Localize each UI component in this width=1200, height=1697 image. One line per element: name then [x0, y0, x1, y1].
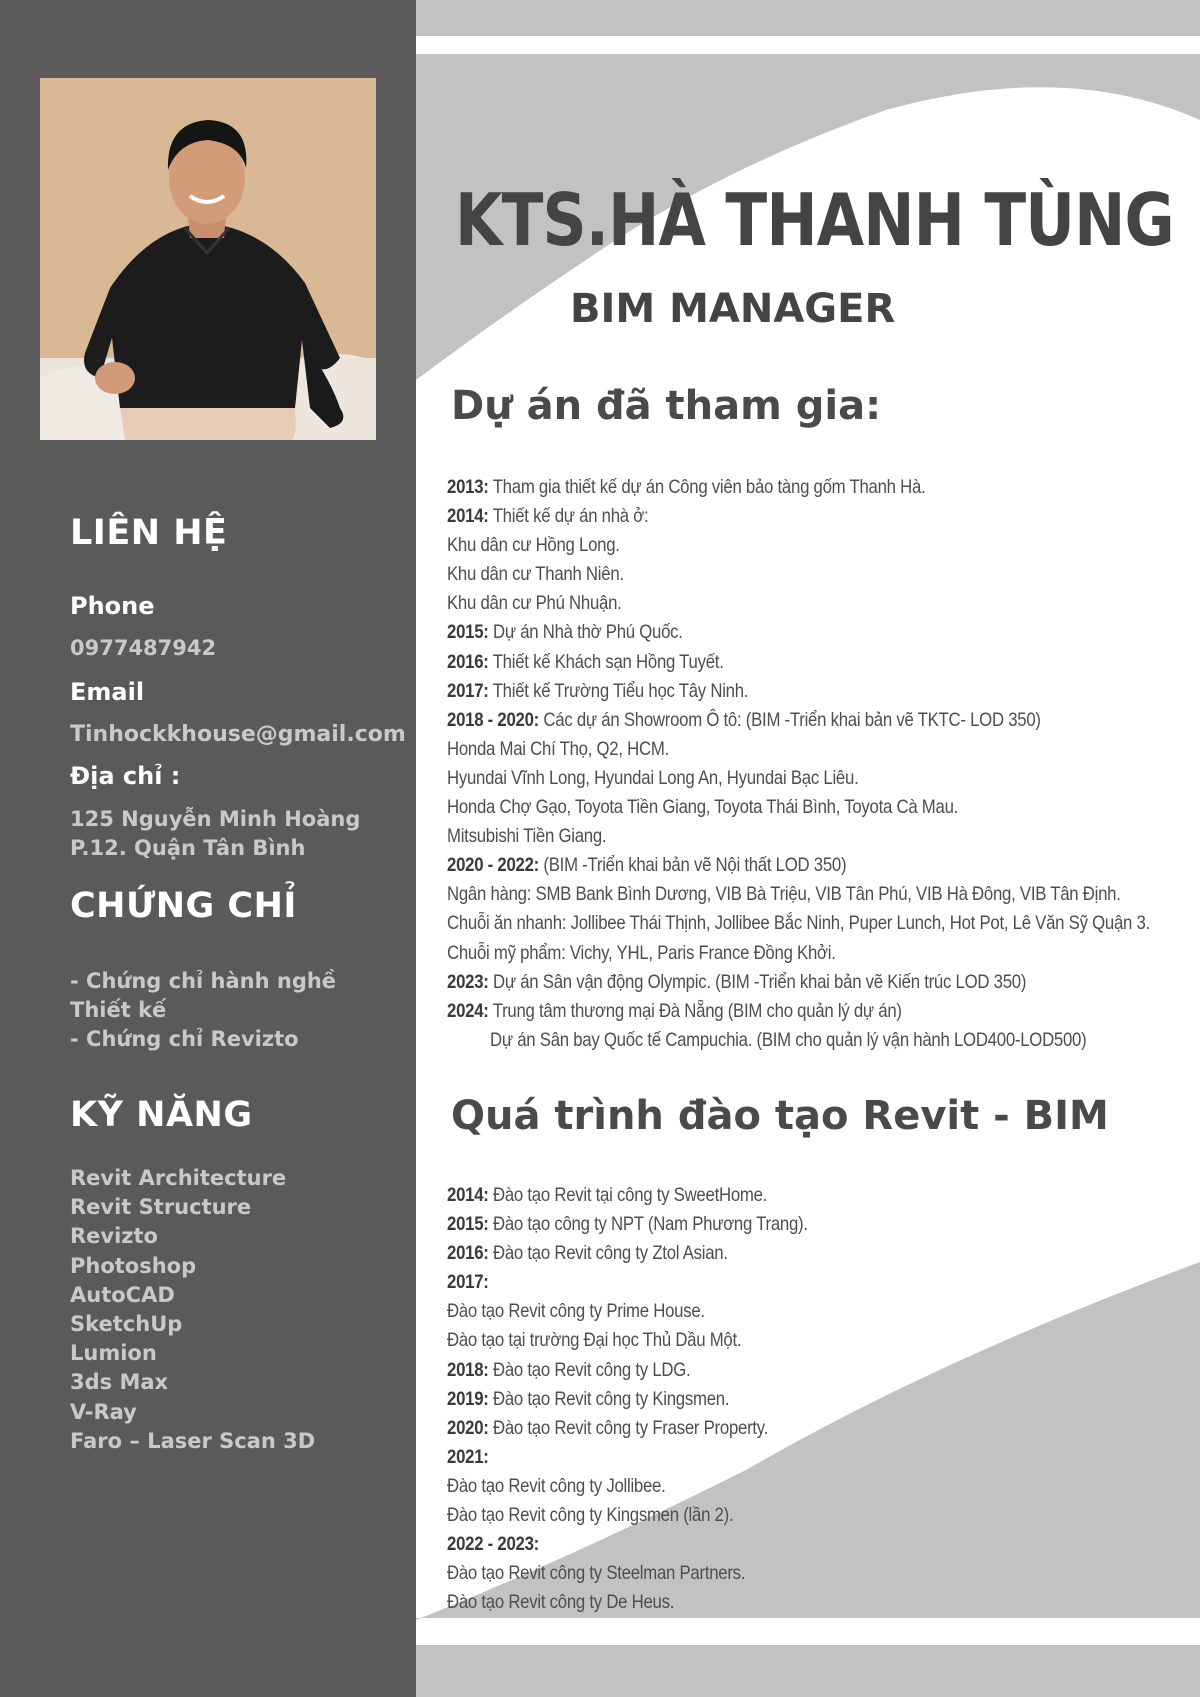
entry-text: Đào tạo công ty NPT (Nam Phương Trang).: [488, 1213, 808, 1236]
entry-text: Tham gia thiết kế dự án Công viên bảo tàng gốm Thanh Hà.: [488, 476, 926, 498]
entry-text: Đào tạo Revit công ty De Heus.: [447, 1591, 675, 1614]
project-entry: [447, 735, 1150, 764]
certificate-item: - Chứng chỉ Revizto: [70, 1027, 299, 1051]
entry-year: 2014:: [447, 505, 489, 528]
entry-year: 2015:: [447, 621, 489, 644]
entry-year: 2022 - 2023:: [447, 1533, 540, 1556]
email-label: Email: [70, 678, 145, 706]
entry-year: 2016:: [447, 650, 489, 673]
project-entry: [447, 648, 1150, 677]
certificates-heading: CHỨNG CHỈ: [70, 886, 297, 926]
skill-item: 3ds Max: [70, 1370, 169, 1395]
bottom-band: [416, 1645, 1200, 1697]
project-entry: [447, 764, 1150, 793]
project-entry: [447, 968, 1150, 997]
entry-text: Dự án Nhà thờ Phú Quốc.: [488, 621, 683, 644]
project-entry: [447, 677, 1150, 706]
address-line-1: 125 Nguyễn Minh Hoàng: [70, 807, 361, 831]
skill-item: V-Ray: [70, 1399, 137, 1424]
certificate-item: - Chứng chỉ hành nghề: [70, 969, 337, 993]
projects-list: [447, 473, 1200, 1055]
entry-year: 2013:: [447, 476, 489, 498]
training-entry: [447, 1326, 808, 1355]
entry-year: 2023:: [447, 970, 489, 993]
entry-text: Đào tạo Revit công ty Jollibee.: [447, 1474, 666, 1497]
training-heading: Quá trình đào tạo Revit - BIM: [451, 1093, 1109, 1139]
skill-item: Faro – Laser Scan 3D: [70, 1428, 316, 1453]
entry-text: Đào tạo Revit tại công ty SweetHome.: [488, 1184, 768, 1206]
project-entry: [447, 880, 1150, 909]
entry-year: 2024:: [447, 999, 489, 1022]
project-entry: [447, 997, 1150, 1026]
project-entry: [447, 939, 1150, 968]
sidebar: [0, 0, 416, 1697]
project-entry: [447, 473, 1150, 502]
skill-item: Revit Architecture: [70, 1166, 287, 1190]
entry-year: 2018:: [447, 1358, 489, 1381]
entry-text: (BIM -Triển khai bản vẽ Nội thất LOD 350): [539, 854, 847, 877]
entry-text: Honda Chợ Gạo, Toyota Tiền Giang, Toyota Thái Bình, Toyota Cà Mau.: [447, 796, 959, 819]
entry-text: Thiết kế Trường Tiểu học Tây Ninh.: [488, 679, 749, 702]
entry-text: Chuỗi mỹ phẩm: Vichy, YHL, Paris France Đồng Khởi.: [447, 941, 836, 964]
entry-text: Ngân hàng: SMB Bank Bình Dương, VIB Bà Triệu, VIB Tân Phú, VIB Hà Đông, VIB Tân Định.: [447, 883, 1121, 906]
skills-list: [70, 1164, 315, 1456]
entry-year: 2020 - 2022:: [447, 854, 540, 877]
person-name: KTS.HÀ THANH TÙNG: [455, 178, 1174, 262]
entry-text: Khu dân cư Thanh Niên.: [447, 563, 624, 586]
portrait-image: [40, 78, 376, 440]
entry-text: Thiết kế dự án nhà ở:: [488, 505, 649, 528]
training-entry: [447, 1588, 808, 1617]
project-entry: [447, 589, 1150, 618]
job-title: BIM MANAGER: [570, 286, 896, 332]
project-entry: [447, 502, 1150, 531]
projects-heading: Dự án đã tham gia:: [451, 383, 882, 429]
skill-item: Lumion: [70, 1341, 157, 1366]
entry-text: Dự án Sân vận động Olympic. (BIM -Triển khai bản vẽ Kiến trúc LOD 350): [488, 970, 1027, 993]
project-entry: [447, 531, 1150, 560]
entry-year: 2020:: [447, 1416, 489, 1439]
project-entry: [447, 1026, 1150, 1055]
profile-photo: [40, 78, 376, 440]
entry-year: 2021:: [447, 1445, 489, 1468]
training-entry: [447, 1297, 808, 1326]
phone-value: 0977487942: [70, 636, 217, 660]
entry-year: 2015:: [447, 1213, 489, 1236]
project-entry: [447, 909, 1150, 938]
address-line-2: P.12. Quận Tân Bình: [70, 836, 306, 860]
entry-year: 2016:: [447, 1242, 489, 1265]
email-value[interactable]: Tinhockkhouse@gmail.com: [70, 722, 406, 747]
training-entry: [447, 1356, 808, 1385]
entry-text: Khu dân cư Hồng Long.: [447, 534, 620, 557]
entry-year: 2017:: [447, 1271, 489, 1294]
training-entry: [447, 1414, 808, 1443]
entry-text: Khu dân cư Phú Nhuận.: [447, 592, 622, 615]
entry-text: Các dự án Showroom Ô tô: (BIM -Triển khai bản vẽ TKTC- LOD 350): [539, 708, 1041, 731]
training-entry: [447, 1472, 808, 1501]
project-entry: [447, 822, 1150, 851]
entry-text: Honda Mai Chí Thọ, Q2, HCM.: [447, 737, 670, 760]
address-label: Địa chỉ :: [70, 762, 181, 790]
entry-text: Thiết kế Khách sạn Hồng Tuyết.: [488, 650, 724, 673]
training-list: [447, 1181, 867, 1617]
project-entry: [447, 706, 1150, 735]
training-entry: [447, 1443, 808, 1472]
phone-label: Phone: [70, 592, 155, 620]
entry-text: Mitsubishi Tiền Giang.: [447, 825, 607, 848]
skill-item: AutoCAD: [70, 1282, 175, 1307]
entry-text: Đào tạo Revit công ty Kingsmen.: [488, 1387, 730, 1410]
skill-item: SketchUp: [70, 1312, 183, 1337]
entry-text: Đào tạo tại trường Đại học Thủ Dầu Một.: [447, 1329, 742, 1352]
entry-year: 2017:: [447, 679, 489, 702]
training-entry: [447, 1268, 808, 1297]
skill-item: Photoshop: [70, 1253, 197, 1278]
training-entry: [447, 1530, 808, 1559]
entry-text: Đào tạo Revit công ty Kingsmen (lần 2).: [447, 1504, 734, 1527]
entry-text: Đào tạo Revit công ty Prime House.: [447, 1300, 705, 1323]
project-entry: [447, 618, 1150, 647]
entry-text: Dự án Sân bay Quốc tế Campuchia. (BIM cho quản lý vận hành LOD400-LOD500): [490, 1028, 1087, 1051]
entry-year: 2019:: [447, 1387, 489, 1410]
certificates-list: [70, 967, 390, 1054]
training-entry: [447, 1210, 808, 1239]
training-entry: [447, 1181, 808, 1210]
project-entry: [447, 793, 1150, 822]
training-entry: [447, 1239, 808, 1268]
training-entry: [447, 1385, 808, 1414]
project-entry: [447, 560, 1150, 589]
skills-heading: KỸ NĂNG: [70, 1095, 253, 1135]
certificate-item: Thiết kế: [70, 998, 167, 1022]
entry-text: Chuỗi ăn nhanh: Jollibee Thái Thịnh, Jollibee Bắc Ninh, Puper Lunch, Hot Pot, Lê Văn Sỹ Quận 3.: [447, 912, 1150, 935]
entry-text: Đào tạo Revit công ty LDG.: [488, 1358, 691, 1381]
skill-item: Revizto: [70, 1224, 158, 1249]
training-entry: [447, 1559, 808, 1588]
skill-item: Revit Structure: [70, 1195, 252, 1220]
training-entry: [447, 1501, 808, 1530]
entry-text: Trung tâm thương mại Đà Nẵng (BIM cho quản lý dự án): [488, 999, 902, 1022]
entry-text: Hyundai Vĩnh Long, Hyundai Long An, Hyundai Bạc Liêu.: [447, 766, 859, 789]
top-band: [416, 0, 1200, 36]
entry-text: Đào tạo Revit công ty Fraser Property.: [488, 1416, 769, 1439]
entry-year: 2014:: [447, 1184, 489, 1206]
entry-text: Đào tạo Revit công ty Ztol Asian.: [488, 1242, 728, 1265]
entry-text: Đào tạo Revit công ty Steelman Partners.: [447, 1562, 746, 1585]
entry-year: 2018 - 2020:: [447, 708, 540, 731]
contact-heading: LIÊN HỆ: [70, 513, 228, 553]
project-entry: [447, 851, 1150, 880]
